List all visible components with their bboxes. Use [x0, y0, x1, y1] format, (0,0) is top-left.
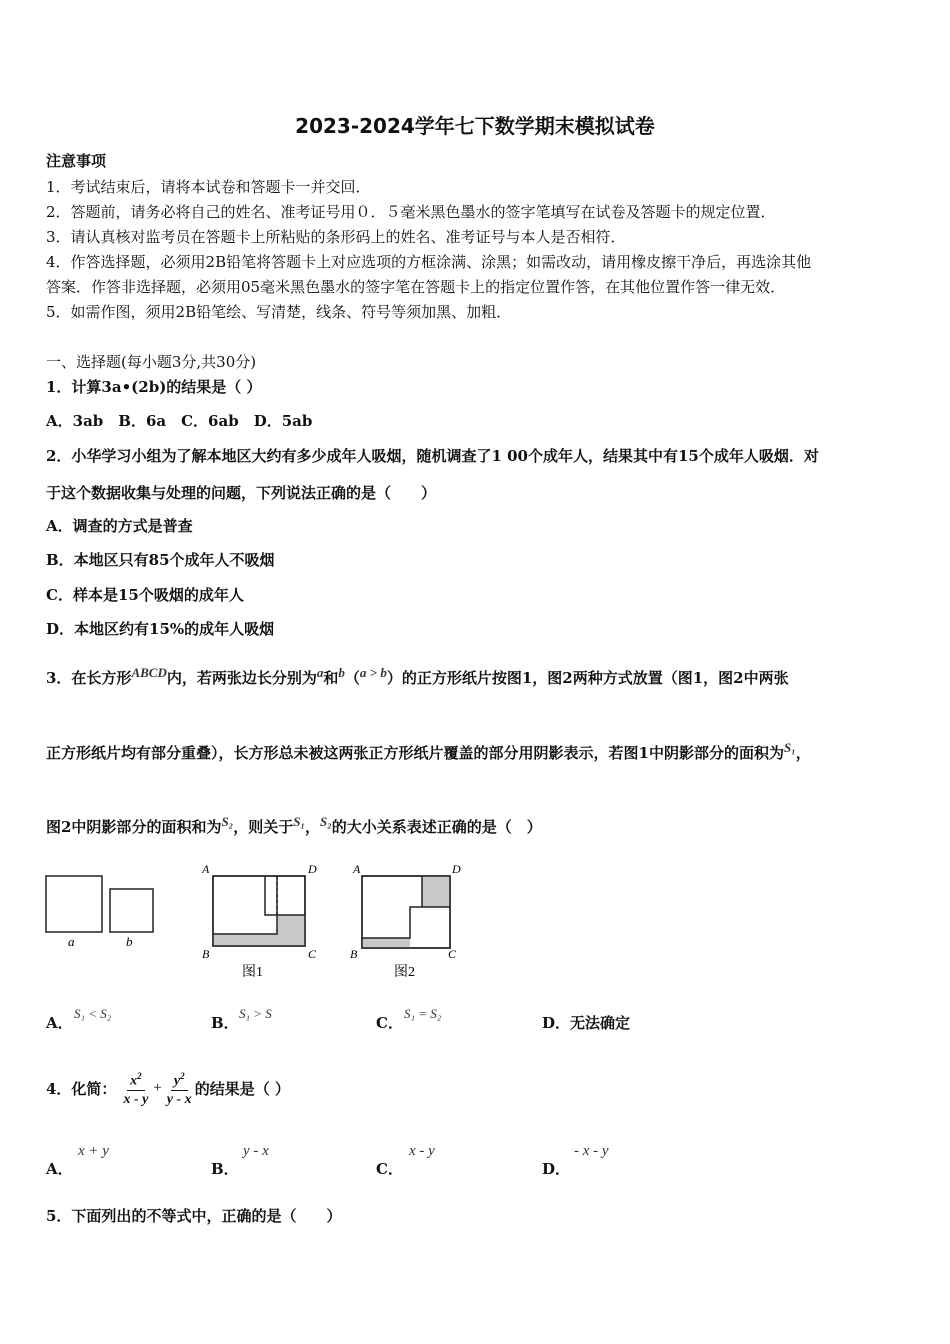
question-4-option-c-expr: x - y — [409, 1143, 435, 1159]
fraction-1: $\frac{x^2}{x - y}$ — [120, 1067, 151, 1110]
question-4-option-d: D． — [542, 1160, 571, 1178]
figure-1 — [201, 862, 317, 980]
question-4-option-a: A． — [46, 1160, 73, 1178]
question-1-stem: 1．计算3a•(2b)的结果是（ ） — [46, 378, 262, 396]
svg-text:D: D — [452, 862, 461, 876]
question-3-option-c: C． — [376, 1014, 403, 1032]
svg-text:C: C — [308, 947, 317, 961]
question-3-option-b: B． — [211, 1014, 239, 1032]
svg-text:B: B — [202, 947, 210, 961]
notice-item: 3．请认真核对监考员在答题卡上所粘贴的条形码上的姓名、准考证号与本人是否相符． — [46, 228, 626, 246]
svg-text:B: B — [350, 947, 358, 961]
question-2-option-d: D．本地区约有15%的成年人吸烟 — [46, 620, 275, 638]
question-2-stem-cont: 于这个数据收集与处理的问题，下列说法正确的是（ ） — [46, 484, 437, 502]
svg-text:A: A — [202, 862, 210, 876]
question-1-options: A．3ab B．6a C．6ab D．5ab — [46, 412, 313, 430]
svg-text:D: D — [308, 862, 317, 876]
label-a: a — [68, 934, 75, 949]
question-4-option-d-expr: - x - y — [574, 1143, 609, 1159]
question-3-stem-line2: 正方形纸片均有部分重叠），长方形总未被这两张正方形纸片覆盖的部分用阴影表示，若图1中阴影部分的面积为$^{S_1}$， — [46, 740, 811, 762]
question-3-option-c-expr: S₁ = S₂ — [404, 1006, 442, 1021]
fraction-2: $\frac{y^2}{y - x}$ — [164, 1067, 195, 1110]
notice-item: 4．作答选择题，必须用2B铅笔将答题卡上对应选项的方框涂满、涂黑；如需改动，请用橡皮擦干净后，再选涂其他 — [46, 253, 812, 271]
question-3-option-b-expr: S₁ > S — [239, 1006, 272, 1021]
notice-item: 答案．作答非选择题，必须用05毫米黑色墨水的签字笔在答题卡上的指定位置作答，在其他位置作答一律无效． — [46, 278, 786, 296]
question-4-option-b-expr: y - x — [243, 1143, 269, 1159]
question-3-figures — [40, 858, 480, 988]
question-4-option-c: C． — [376, 1160, 403, 1178]
rect-abcd: ABCD — [131, 665, 167, 680]
figure-2-caption: 图2 — [394, 965, 415, 980]
question-4-stem: 4．化简： $\frac{x^2}{x - y}$ + $\frac{y^2}{y - x}$ 的结果是（ ） — [46, 1060, 290, 1116]
notice-heading: 注意事项 — [46, 152, 107, 170]
question-4-option-b: B． — [211, 1160, 239, 1178]
notice-item: 1．考试结束后，请将本试卷和答题卡一并交回． — [46, 178, 371, 196]
figure-1-caption: 图1 — [242, 965, 263, 980]
question-3-option-a-expr: S₁ < S₂ — [74, 1006, 112, 1021]
square-b — [110, 889, 153, 932]
section-heading: 一、选择题(每小题3分,共30分) — [46, 353, 257, 371]
svg-text:C: C — [448, 947, 457, 961]
question-3-option-d: D．无法确定 — [542, 1014, 631, 1032]
notice-item: 5．如需作图，须用2B铅笔绘、写清楚，线条、符号等须加黑、加粗． — [46, 303, 512, 321]
svg-text:A: A — [353, 862, 361, 876]
figure-2 — [350, 862, 461, 980]
question-2-stem: 2．小华学习小组为了解本地区大约有多少成年人吸烟，随机调查了1 00个成年人，结果其中有15个成年人吸烟．对 — [46, 447, 819, 465]
square-a — [46, 876, 102, 932]
question-2-option-a: A．调查的方式是普查 — [46, 517, 193, 535]
question-4-option-a-expr: x + y — [78, 1143, 109, 1159]
page-title: 2023-2024学年七下数学期末模拟试卷 — [295, 114, 655, 138]
question-2-option-b: B．本地区只有85个成年人不吸烟 — [46, 551, 275, 569]
question-5-stem: 5．下面列出的不等式中，正确的是（ ） — [46, 1207, 342, 1225]
notice-item: 2．答题前，请务必将自己的姓名、准考证号用０．５毫米黑色墨水的签字笔填写在试卷及答题卡的规定位置． — [46, 203, 776, 221]
label-b: b — [126, 934, 133, 949]
question-3-option-a: A． — [46, 1014, 73, 1032]
question-2-option-c: C．样本是15个吸烟的成年人 — [46, 586, 244, 604]
question-3-stem-line3: 图2中阴影部分的面积和为$^{S_2}$，则关于$^{S_1}$，$^{S_2}$的大小关系表述正确的是（ ） — [46, 814, 542, 836]
question-3-stem: 3．在长方形$^{ABCD}$内，若两张边长分别为$^a$和$^b$（$^{a > b}$）的正方形纸片按图1，图2两种方式放置（图1，图2中两张 — [46, 665, 789, 687]
